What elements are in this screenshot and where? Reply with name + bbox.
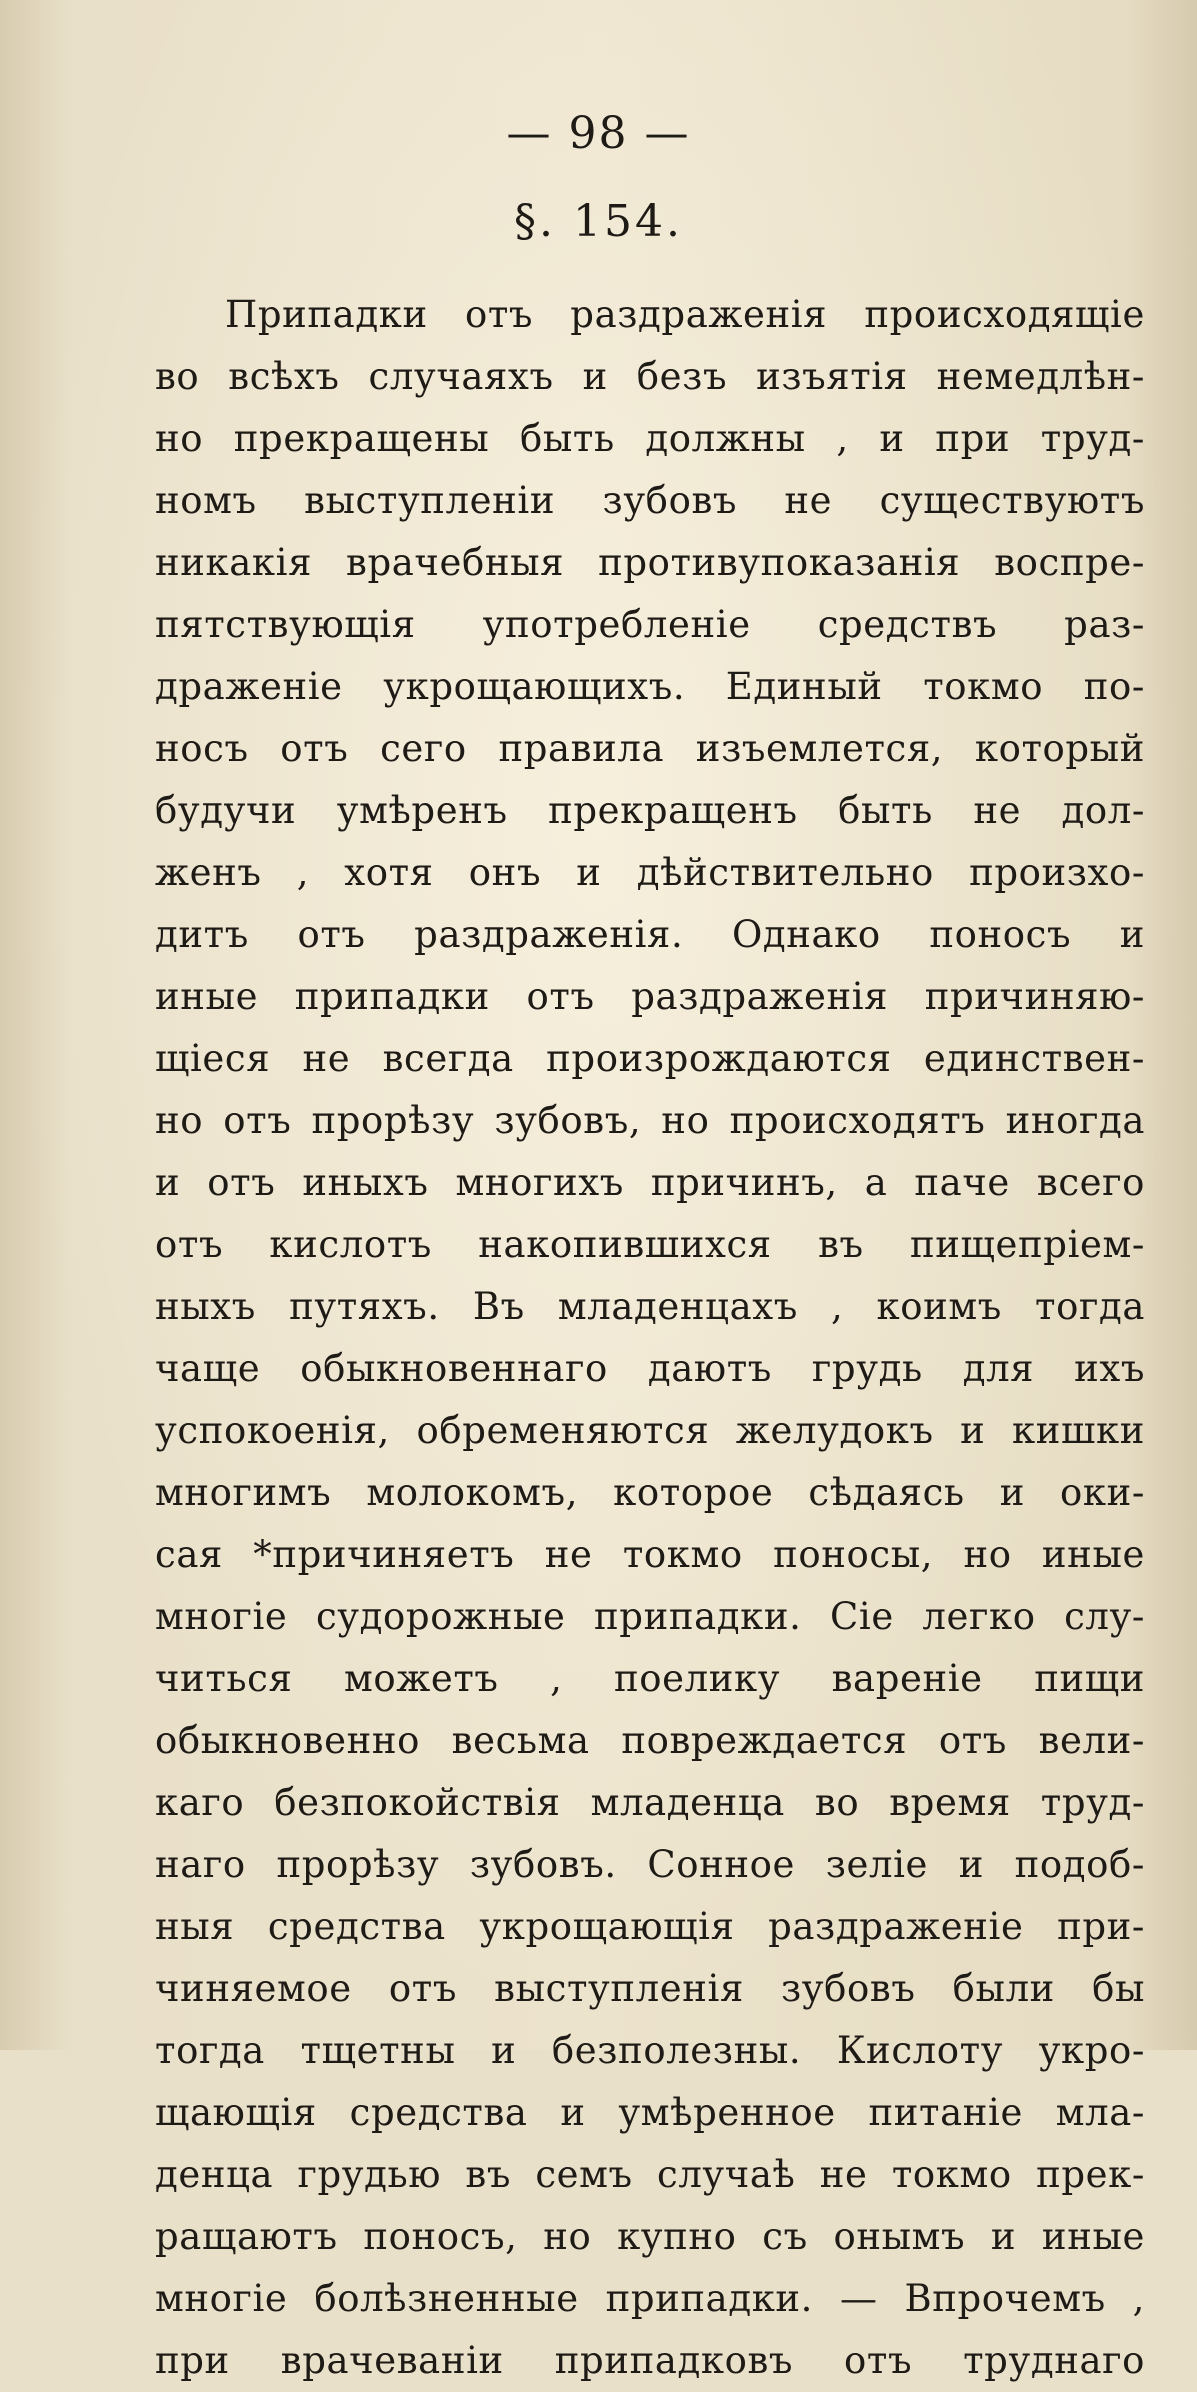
- text-line: многіе судорожные припадки. Сіе легко слу-: [155, 1595, 1145, 1638]
- text-line: денца грудью въ семъ случаѣ не токмо прек-: [155, 2153, 1145, 2196]
- text-line: чиняемое отъ выступленія зубовъ были бы: [155, 1967, 1145, 2010]
- text-line: при врачеваніи припадковъ отъ труднаго: [155, 2339, 1145, 2382]
- text-line: ращаютъ поносъ, но купно съ онымъ и иные: [155, 2215, 1145, 2258]
- text-line: носъ отъ сего правила изъемлется, который: [155, 727, 1145, 770]
- text-line: женъ , хотя онъ и дѣйствительно произхо-: [155, 851, 1145, 894]
- text-line: многіе болѣзненные припадки. — Впрочемъ ,: [155, 2277, 1145, 2320]
- page-number: — 98 —: [506, 108, 691, 159]
- text-line: но отъ прорѣзу зубовъ, но происходятъ иногда: [155, 1099, 1145, 1142]
- text-line: тогда тщетны и безполезны. Кислоту укро-: [155, 2029, 1145, 2072]
- text-line: драженіе укрощающихъ. Единый токмо по-: [155, 665, 1145, 708]
- text-line: Припадки отъ раздраженія происходящіе: [225, 293, 1145, 336]
- text-line: дитъ отъ раздраженія. Однако поносъ и: [155, 913, 1145, 956]
- text-line: иные припадки отъ раздраженія причиняю-: [155, 975, 1145, 1018]
- section-heading: §. 154.: [514, 196, 683, 247]
- text-line: ныя средства укрощающія раздраженіе при-: [155, 1905, 1145, 1948]
- text-line: пятствующія употребленіе средствъ раз-: [155, 603, 1145, 646]
- text-line: щіеся не всегда произрождаются единствен-: [155, 1037, 1145, 1080]
- text-line: щающія средства и умѣренное питаніе мла-: [155, 2091, 1145, 2134]
- text-line: успокоенія, обременяются желудокъ и кишки: [155, 1409, 1145, 1452]
- text-line: наго прорѣзу зубовъ. Сонное зеліе и подоб-: [155, 1843, 1145, 1886]
- text-line: никакія врачебныя противупоказанія воспре-: [155, 541, 1145, 584]
- text-line: и отъ иныхъ многихъ причинъ, а паче всего: [155, 1161, 1145, 1204]
- text-line: будучи умѣренъ прекращенъ быть не дол-: [155, 789, 1145, 832]
- text-line: но прекращены быть должны , и при труд-: [155, 417, 1145, 460]
- text-line: отъ кислотъ накопившихся въ пищепріем-: [155, 1223, 1145, 1266]
- text-line: каго безпокойствія младенца во время труд-: [155, 1781, 1145, 1824]
- text-line: сая *причиняетъ не токмо поносы, но иные: [155, 1533, 1145, 1576]
- text-line: номъ выступленіи зубовъ не существуютъ: [155, 479, 1145, 522]
- text-line: многимъ молокомъ, которое сѣдаясь и оки-: [155, 1471, 1145, 1514]
- text-line: читься можетъ , поелику вареніе пищи: [155, 1657, 1145, 1700]
- text-line: чаще обыкновеннаго даютъ грудь для ихъ: [155, 1347, 1145, 1390]
- body-text: [155, 284, 1145, 2392]
- text-line: во всѣхъ случаяхъ и безъ изъятія немедлѣн-: [155, 355, 1145, 398]
- text-line: ныхъ путяхъ. Въ младенцахъ , коимъ тогда: [155, 1285, 1145, 1328]
- text-line: обыкновенно весьма повреждается отъ вели-: [155, 1719, 1145, 1762]
